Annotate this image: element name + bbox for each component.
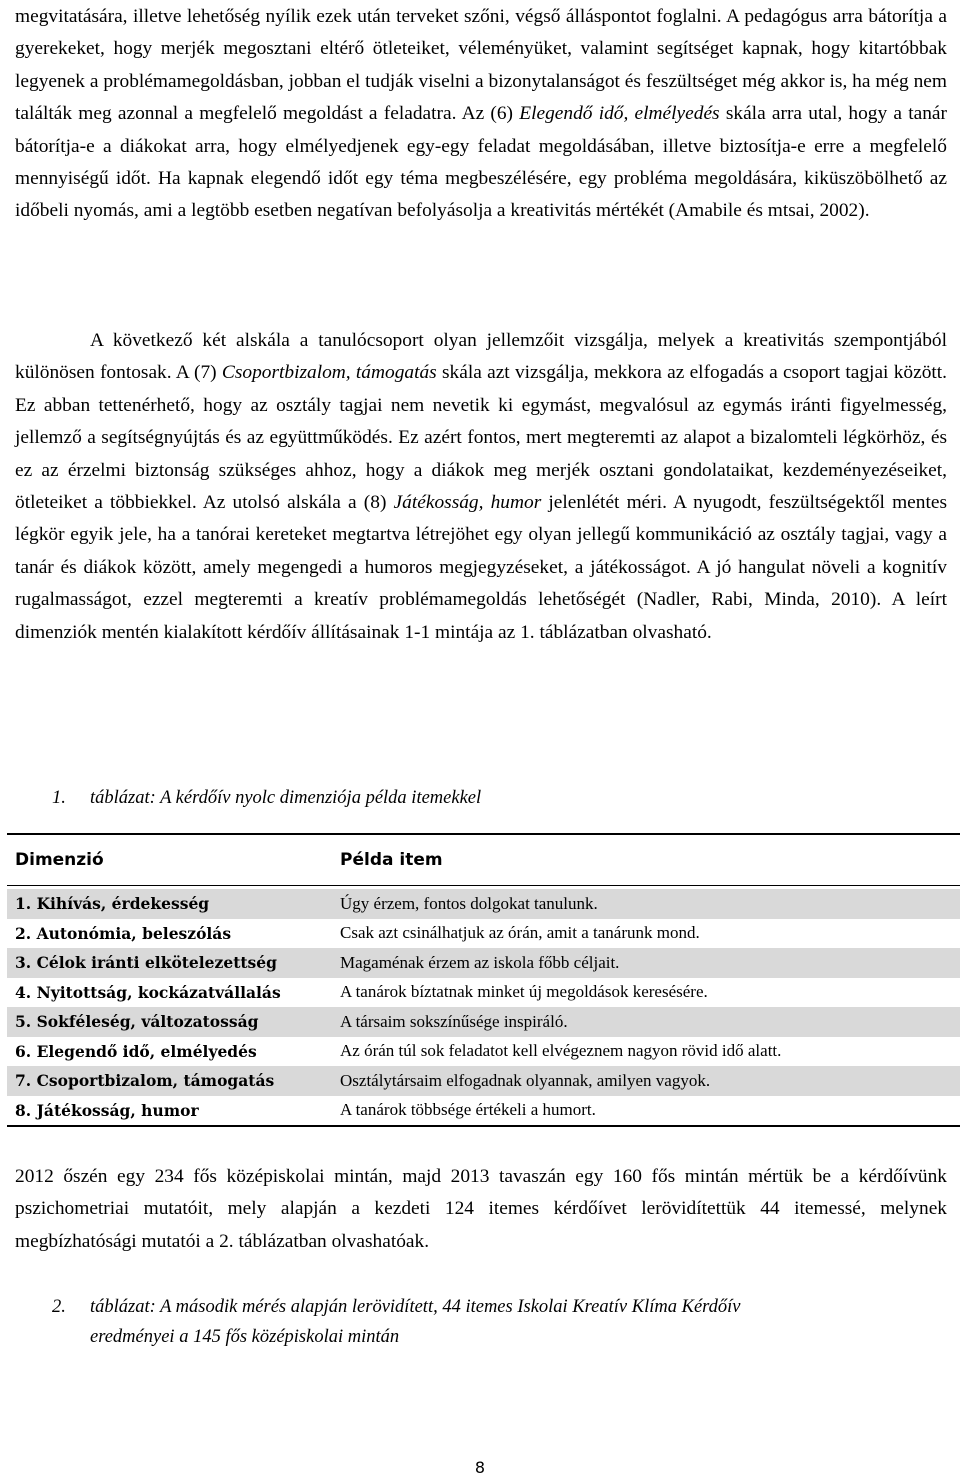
example-cell: Úgy érzem, fontos dolgokat tanulunk. [340,893,598,913]
table-2-caption [52,1292,741,1352]
example-cell: Az órán túl sok feladatot kell elvégeznem nagyon rövid idő alatt. [340,1041,782,1061]
table-1-caption [52,783,481,813]
caption-line [52,1322,741,1352]
dimension-cell: 8. Játékosság, humor [15,1100,199,1120]
dimension-term: Elegendő idő, elmélyedés [519,103,720,125]
table-header [7,835,960,886]
table-row [7,948,960,978]
dimension-cell: 6. Elegendő idő, elmélyedés [15,1041,257,1061]
caption-number: 1. [52,788,66,808]
caption-text: táblázat: A második mérés alapján lerövidített, 44 itemes Iskolai Kreatív Klíma Kérdőív [90,1297,741,1317]
paragraph-text: megvitatására, illetve lehetőség nyílik ezek után terveket szőni, végső álláspontot foglalni. A pedagógus arra bátorítja a gyerekeket, hogy merjék megosztani eltérő ötleteiket, véleményüket, valamint segítséget kapnak, hogy kitartóbbak legyenek a problémamegoldásban, jobban el tudják viselni a bizonytalanságot és feszültséget még akkor is, ha még nem találták meg azonnal a megfelelő megoldást a feladatra. Az (6) [15,6,947,125]
dimension-cell: 2. Autonómia, beleszólás [15,923,232,943]
table-row [7,889,960,919]
example-cell: A társaim sokszínűsége inspiráló. [340,1011,568,1031]
table-row [7,1037,960,1067]
caption-text: táblázat: A kérdőív nyolc dimenziója példa itemekkel [90,788,482,808]
header-dimension: Dimenzió [15,850,104,870]
example-cell: A tanárok többsége értékeli a humort. [340,1100,596,1120]
caption-text: eredményei a 145 fős középiskolai mintán [90,1327,400,1347]
example-cell: Magaménak érzem az iskola főbb céljait. [340,952,620,972]
table-row [7,919,960,949]
dimension-cell: 7. Csoportbizalom, támogatás [15,1071,275,1091]
example-cell: A tanárok bíztatnak minket új megoldások keresésére. [340,982,708,1002]
header-example-item: Példa item [340,850,443,870]
table-row [7,978,960,1008]
paragraph-creativity-dimensions [15,1,947,228]
table-row [7,1096,960,1126]
caption-line [52,1292,741,1322]
example-cell: Osztálytársaim elfogadnak olyannak, amilyen vagyok. [340,1070,711,1090]
dimension-cell: 1. Kihívás, érdekesség [15,894,210,914]
dimension-cell: 3. Célok iránti elkötelezettség [15,953,277,973]
dimension-term: Csoportbizalom, támogatás [221,362,437,384]
page-number: 8 [474,1458,486,1477]
caption-number: 2. [52,1297,66,1317]
dimensions-table [7,833,960,1127]
dimension-term: Játékosság, humor [393,492,542,514]
dimension-cell: 4. Nyitottság, kockázatvállalás [15,982,281,1002]
table-row [7,1066,960,1096]
example-cell: Csak azt csinálhatjuk az órán, amit a tanárunk mond. [340,923,700,943]
paragraph-group-dimensions [15,325,947,649]
paragraph-text: skála arra utal, hogy a tanár bátorítja-e a diákokat arra, hogy elmélyedjenek egy-egy feladat megoldásában, illetve biztosítja-e erre a megfelelő mennyiségű időt. Ha kapnak elegendő időt egy téma megbeszélésére, egy probléma megoldására, kiküszöbölhető az időbeli nyomás, ami a legtöbb esetben negatívan befolyásolja a kreativitás mértékét (Amabile és mtsai, 2002). [15,103,947,222]
paragraph-text: skála azt vizsgálja, mekkora az elfogadás a csoport tagjai között. Ez abban tettenérhető, hogy az osztály tagjai nem nevetik ki egymást, megvalósul az egymás iránti figyelmesség, jellemző a segítségnyújtás és az együttműködés. Ez azért fontos, mert megteremti az alapot a bizalomteli légkörhöz, és ez az érzelmi biztonság szükséges ahhoz, hogy a diákok meg merjék osztani gondolataikat, kezdeményezéseiket, ötleteiket a többiekkel. Az utolsó alskála a (8) [15,362,948,514]
dimension-cell: 5. Sokféleség, változatosság [15,1012,259,1032]
paragraph-text: jelenlétét méri. A nyugodt, feszültségektől mentes légkör egyik jele, ha a tanórai kereteket megtartva létrejöhet egy olyan jellegű kommunikáció az osztály tagjai, vagy a tanár és diákok között, amely megengedi a humoros megjegyzéseket, a játékosságot. A jó hangulat növeli a kognitív rugalmasságot, ezzel megteremti a kreatív problémamegoldás lehetőségét (Nadler, Rabi, Minda, 2010). A leírt dimenziók mentén kialakított kérdőív állításainak 1-1 mintája az 1. táblázatban olvasható. [15,492,948,643]
paragraph-text: A következő két alskála a tanulócsoport olyan jellemzőit vizsgálja, melyek a kreativitás szempontjából különösen fontosak. A (7) [15,330,947,384]
table-row [7,1007,960,1037]
paragraph-measurement: 2012 őszén egy 234 fős középiskolai mintán, majd 2013 tavaszán egy 160 fős mintán mértük be a kérdőívünk pszichometriai mutatóit, mely alapján a kezdeti 124 itemes kérdőívet lerövidítettük 44 itemessé, melynek megbízhatósági mutatói a 2. táblázatban olvashatóak. [15,1166,947,1252]
